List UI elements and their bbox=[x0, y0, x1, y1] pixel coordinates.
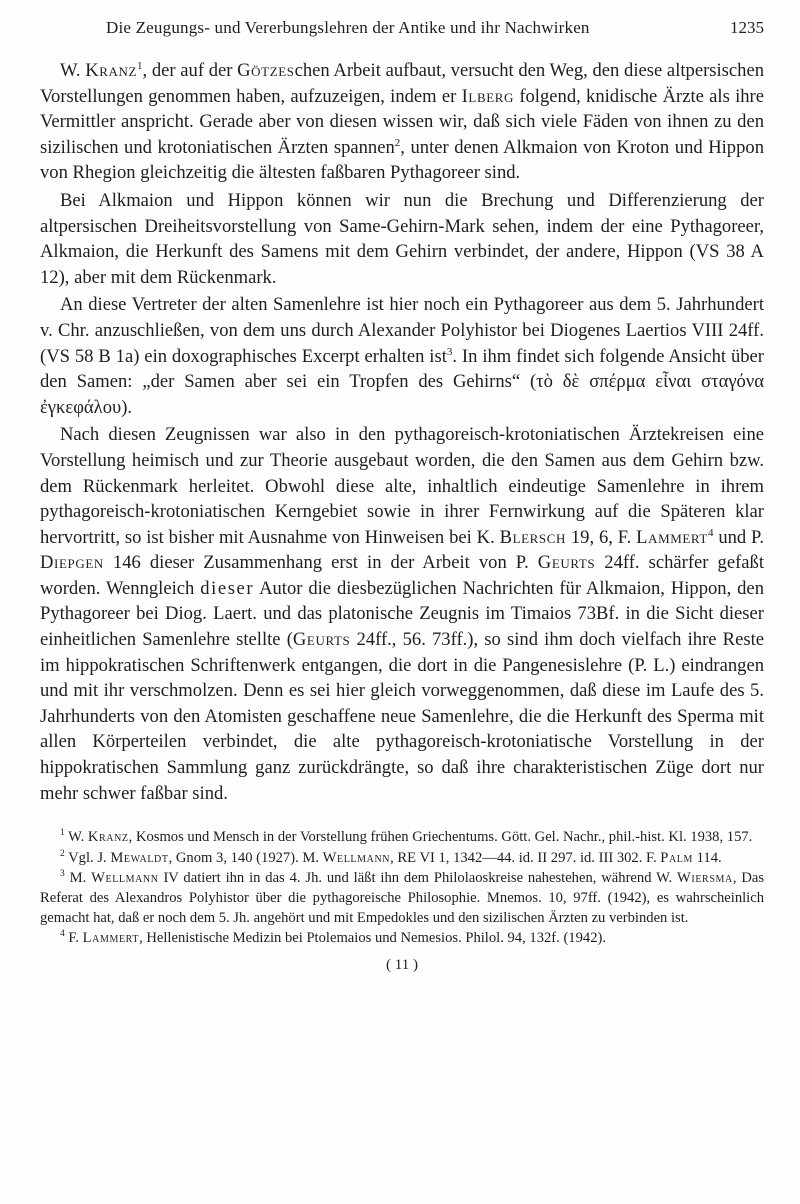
footnote-ref-1: 1 bbox=[137, 60, 143, 72]
paragraph-3 bbox=[40, 292, 764, 420]
author-name: Lammert bbox=[82, 930, 140, 947]
page-header bbox=[40, 18, 764, 58]
footnote-number: 3 bbox=[60, 869, 65, 880]
paragraph-2: Bei Alkmaion und Hippon können wir nun die Brechung und Differenzierung der altpersischen Dreiheitsvorstellung von Same-Gehirn-Mark sehen, indem der eine Pythagoreer, Alkmaion, die Herkunft des Samens mit dem Gehirn verbindet, der andere, Hippon (VS 38 A 12), aber mit dem Rückenmark. bbox=[40, 189, 764, 288]
footnotes bbox=[40, 828, 764, 949]
author-name: Lammert bbox=[636, 526, 708, 548]
author-name: Kranz bbox=[87, 829, 129, 846]
footnote-4 bbox=[40, 929, 764, 949]
text-run: An diese Vertreter der alten Samenlehre ist hier noch ein Pythagoreer aus dem 5. Jahrhundert v. Chr. anzuschließen, von dem uns durch Alexander Polyhistor bei Diogenes Laertios VIII 24ff. (VS 58 B 1a) ein doxographisches Excerpt erhalten ist bbox=[40, 294, 764, 367]
text-run: 24ff. schärfer gefaßt worden. Wenngleich bbox=[40, 552, 764, 599]
text-run: , Das Referat des Alexandros Polyhistor über die pythagoreische Philosophie. Mnemos. 10, 97ff. (1942), es wahrscheinlich gemacht hat, daß er noch dem 5. Jh. angehört und mit Empedokles und den sizilischen Ärzten zu verbinden ist. bbox=[40, 870, 765, 926]
page-number: 1235 bbox=[730, 18, 764, 37]
paragraph-1 bbox=[40, 58, 764, 186]
footnote-number: 1 bbox=[60, 828, 65, 839]
text-run: . In ihm findet sich folgende Ansicht über den Samen: „der Samen aber sei ein Tropfen des Gehirns“ (τὸ δὲ σπέρμα εἶναι σταγόνα ἐγκεφάλου). bbox=[40, 345, 764, 418]
text-run: chen Arbeit aufbaut, versucht den Weg, den diese altpersischen Vorstellungen genommen haben, aufzuzeigen, indem er bbox=[40, 60, 764, 107]
text-run: , Kosmos und Mensch in der Vorstellung frühen Griechentums. Gött. Gel. Nachr., phil.-hist. Kl. 1938, 157. bbox=[128, 829, 753, 846]
author-name: Wiersma bbox=[677, 870, 733, 887]
emphasized-word: dieser bbox=[200, 577, 255, 599]
text-run: 19, 6, F. bbox=[566, 526, 637, 548]
text-run: IV datiert ihn in das 4. Jh. und läßt ihn dem Philolaoskreise nahestehen, während W. bbox=[158, 870, 678, 887]
text-run: , Gnom 3, 140 (1927). M. bbox=[168, 849, 323, 866]
footnote-1 bbox=[40, 828, 764, 848]
author-name: Kranz bbox=[85, 60, 138, 81]
text-run: Nach diesen Zeugnissen war also in den pythagoreisch-krotoniatischen Ärztekreisen eine Vorstellung heimisch und zur Theorie ausgebaut worden, die den Samen aus dem Gehirn bzw. dem Rückenmark herleitet. Obwohl diese alte, inhaltlich eindeutige Samenlehre in ihrem pythagoreisch-krotoniatischen Kerngebiet sowie in ihrer Fernwirkung auf die Späteren klar hervortritt, so ist bisher mit Ausnahme von Hinweisen bei K. bbox=[40, 424, 764, 548]
footnote-number: 4 bbox=[60, 929, 65, 940]
author-name: Blersch bbox=[499, 526, 567, 548]
text-run: W. bbox=[60, 60, 86, 81]
text-run: und P. bbox=[713, 526, 764, 548]
author-name: Wellmann bbox=[91, 870, 159, 887]
paragraph-4 bbox=[40, 422, 764, 806]
text-run: , der auf der bbox=[142, 60, 238, 81]
running-title: Die Zeugungs- und Vererbungslehren der Antike und ihr Nachwirken bbox=[106, 18, 590, 37]
author-name: Wellmann bbox=[322, 849, 391, 866]
text-run: Vgl. J. bbox=[64, 849, 111, 866]
body-text bbox=[40, 58, 764, 806]
author-name: Geurts bbox=[292, 629, 351, 651]
footnote-number: 2 bbox=[60, 848, 65, 859]
text-run: 114. bbox=[693, 849, 722, 866]
text-run: F. bbox=[64, 930, 83, 947]
author-name: Geurts bbox=[537, 552, 596, 574]
author-name: Palm bbox=[660, 849, 694, 866]
author-name: Götzes bbox=[237, 60, 295, 81]
footnote-2 bbox=[40, 849, 764, 869]
text-run: , unter denen Alkmaion von Kroton und Hippon von Rhegion gleichzeitig die ältesten faßbaren Pythagoreer sind. bbox=[40, 136, 764, 184]
author-name: Mewaldt bbox=[110, 849, 169, 866]
footnote-3 bbox=[40, 869, 764, 928]
author-name: Diepgen bbox=[40, 552, 104, 574]
text-run: , Hellenistische Medizin bei Ptolemaios und Nemesios. Philol. 94, 132f. (1942). bbox=[139, 930, 607, 947]
text-run: 146 dieser Zusammenhang erst in der Arbeit von P. bbox=[103, 552, 538, 574]
text-run: 24ff., 56. 73ff.), so sind ihm doch vielfach ihre Reste im hippokratischen Schriftenwerk entgangen, die dort in die Pangenesislehre (P. L.) eindrangen und mit ihr verschmolzen. Denn es sei hier gleich vorweggenommen, daß diese im Laufe des 5. Jahrhunderts von den Atomisten geschaffene neue Samenlehre, die die Herkunft des Sperma mit allen Körperteilen verbindet, die alte pythagoreisch-krotoniatische Vorstellung in der hippokratischen Sammlung ganz zurückdrängte, so daß ihre charakteristischen Züge dort nur mehr schwer faßbar sind. bbox=[40, 629, 764, 804]
folio-number: ( 11 ) bbox=[386, 956, 418, 973]
text-run: , RE VI 1, 1342—44. id. II 297. id. III 302. F. bbox=[390, 849, 661, 866]
author-name: Ilberg bbox=[461, 85, 515, 107]
footnote-ref-2: 2 bbox=[394, 136, 401, 149]
footnote-ref-3: 3 bbox=[446, 345, 453, 358]
text-run: Autor die diesbezüglichen Nachrichten für Alkmaion, Hippon, den Pythagoreer bei Diog. Laert. und das platonische Zeugnis im Timaios 73Bf. in die Sicht dieser einheitlichen Samenlehre stellte ( bbox=[40, 577, 764, 651]
text-run: folgend, knidische Ärzte als ihre Vermittler anspricht. Gerade aber von diesen wissen wir, daß sich viele Fäden von ihnen zu den sizilischen und krotoniatischen Ärzten spannen bbox=[40, 85, 764, 158]
book-page bbox=[40, 18, 764, 974]
text-run: W. bbox=[64, 829, 88, 846]
footnote-ref-4: 4 bbox=[707, 526, 714, 539]
text-run: M. bbox=[64, 870, 92, 887]
